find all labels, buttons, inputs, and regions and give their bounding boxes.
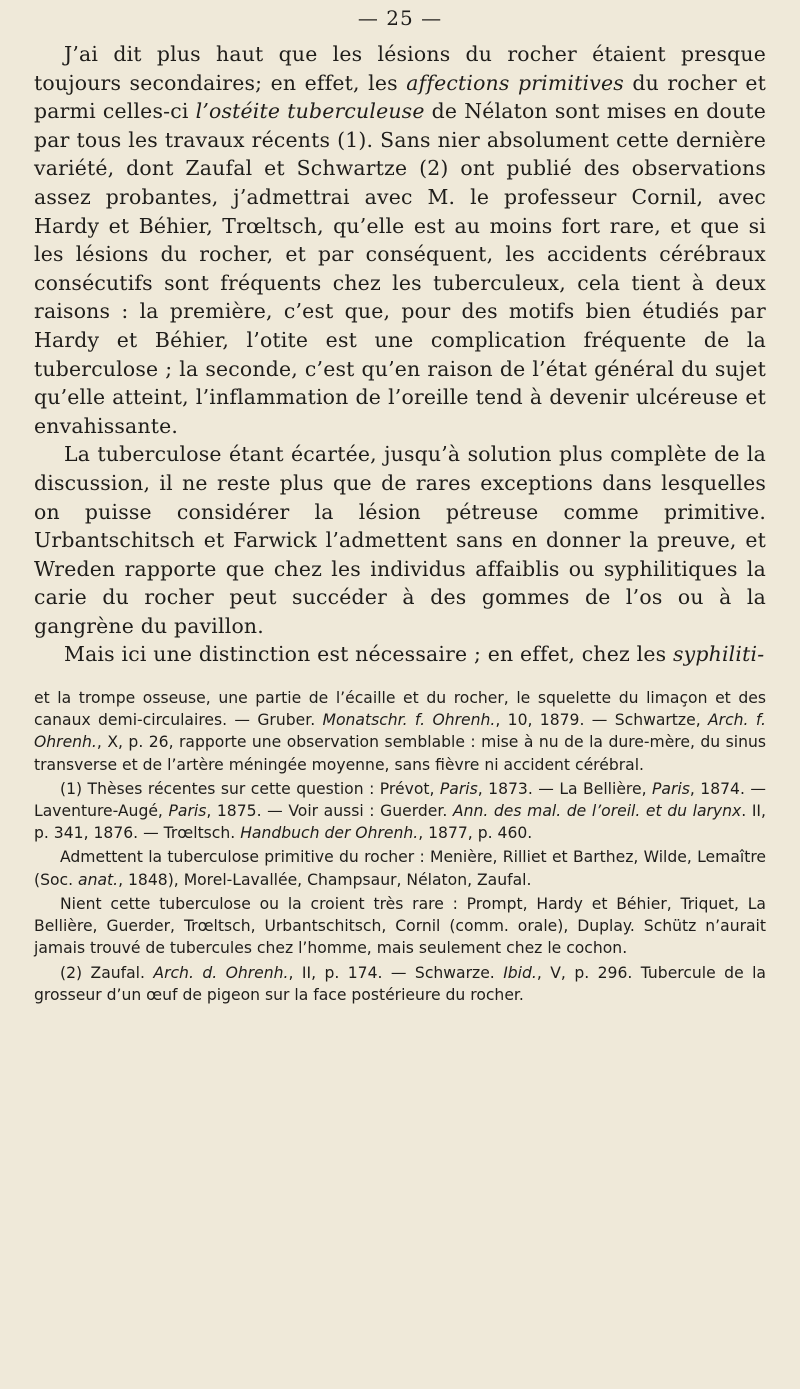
text-run: de Nélaton sont mises en doute par tous les travaux récents (1). Sans nier absolument cette dernière variété, dont Zaufal et Schwartze (2) ont publié des observations assez probantes, j’admettrai avec M. le professeur Cornil, avec Hardy et Béhier, Trœltsch, qu’elle est au moins fort rare, et que si les lésions du rocher, et par conséquent, les accidents cérébraux consécutifs sont fréquents chez les tuberculeux, cela tient à deux raisons : la première, c’est que, pour des motifs bien étudiés par Hardy et Béhier, l’otite est une complication fréquente de la tuberculose ; la seconde, c’est qu’en raison de l’état général du sujet qu’elle atteint, l’inflammation de l’oreille tend à devenir ulcéreuse et envahissante.	[34, 99, 767, 438]
italic-text: Paris	[439, 779, 478, 798]
italic-text: syphiliti-	[672, 642, 765, 667]
text-run: , 1873. — La Bellière,	[477, 779, 653, 798]
italic-text: Arch. d. Ohrenh.	[153, 963, 289, 982]
text-run: , 10, 1879. — Schwartze,	[495, 711, 708, 730]
text-run: (2) Zaufal.	[60, 963, 154, 982]
footnotes	[34, 687, 766, 1006]
italic-text: Paris	[652, 779, 690, 798]
text-run: et la trompe osseuse, une partie de l’écaille et du rocher, le squelette du limaçon et des canaux demi-circulaires. — Gruber.	[34, 689, 766, 730]
main-text	[34, 40, 766, 669]
footnote-2	[34, 962, 766, 1006]
italic-text: affections primitives	[406, 70, 624, 95]
text-run: , 1875. — Voir aussi : Guerder.	[206, 802, 453, 821]
italic-text: Ibid.	[503, 963, 537, 982]
italic-text: anat.	[78, 870, 119, 889]
text-run: , V, p. 296. Tubercule de la grosseur d’un œuf de pigeon sur la face postérieure du rocher.	[34, 963, 766, 1004]
italic-text: Handbuch der Ohrenh.	[240, 824, 419, 843]
footnote-1	[34, 778, 766, 845]
text-run: Mais ici une distinction est nécessaire ; en effet, chez les	[64, 642, 673, 667]
italic-text: l’ostéite tuberculeuse	[195, 99, 425, 124]
text-run: (1) Thèses récentes sur cette question : Prévot,	[60, 779, 440, 798]
text-run: du rocher et parmi celles-ci	[34, 70, 766, 124]
italic-text: Arch. f. Ohrenh.	[34, 711, 767, 752]
text-run: , 1874. — Laventure-Augé,	[34, 779, 766, 821]
text-run: , II, p. 174. — Schwarze.	[288, 963, 504, 982]
text-run: , 1877, p. 460.	[418, 824, 533, 843]
italic-text: Monatschr. f. Ohrenh.	[322, 711, 496, 730]
text-run: , 1848), Morel-Lavallée, Champsaur, Nélaton, Zaufal.	[118, 870, 532, 889]
paragraph	[34, 40, 766, 440]
text-run: J’ai dit plus haut que les lésions du rocher étaient presque toujours secondaires; en effet, les	[34, 42, 766, 95]
text-run: Admettent la tuberculose primitive du rocher : Menière, Rilliet et Barthez, Wilde, Lemaître (Soc.	[34, 848, 766, 889]
paragraph: La tuberculose étant écartée, jusqu’à solution plus complète de la discussion, il ne reste plus que de rares exceptions dans lesquelles on puisse considérer la lésion pétreuse comme primitive. Urbantschitsch et Farwick l’admettent sans en donner la preuve, et Wreden rapporte que chez les individus affaiblis ou syphilitiques la carie du rocher peut succéder à des gommes de l’os ou à la gangrène du pavillon.	[34, 442, 766, 638]
italic-text: Paris	[168, 802, 207, 821]
footnote-1-nient: Nient cette tuberculose ou la croient très rare : Prompt, Hardy et Béhier, Triquet, La Bellière, Guerder, Trœltsch, Urbantschitsch, Cornil (comm. orale), Duplay. Schütz n’aurait jamais trouvé de tubercules chez l’homme, mais seulement chez le cochon.	[34, 894, 766, 958]
italic-text: Ann. des mal. de l’oreil. et du larynx	[452, 802, 742, 821]
text-run: . II, p. 341, 1876. — Trœltsch.	[34, 802, 766, 843]
paragraph	[34, 640, 766, 669]
page-number: — 25 —	[357, 6, 443, 30]
text-run: , X, p. 26, rapporte une observation semblable : mise à nu de la dure-mère, du sinus transverse et de l’artère méningée moyenne, sans fièvre ni accident cérébral.	[34, 733, 766, 774]
footnote-continuation	[34, 687, 766, 776]
footnote-1-admettent	[34, 846, 766, 890]
